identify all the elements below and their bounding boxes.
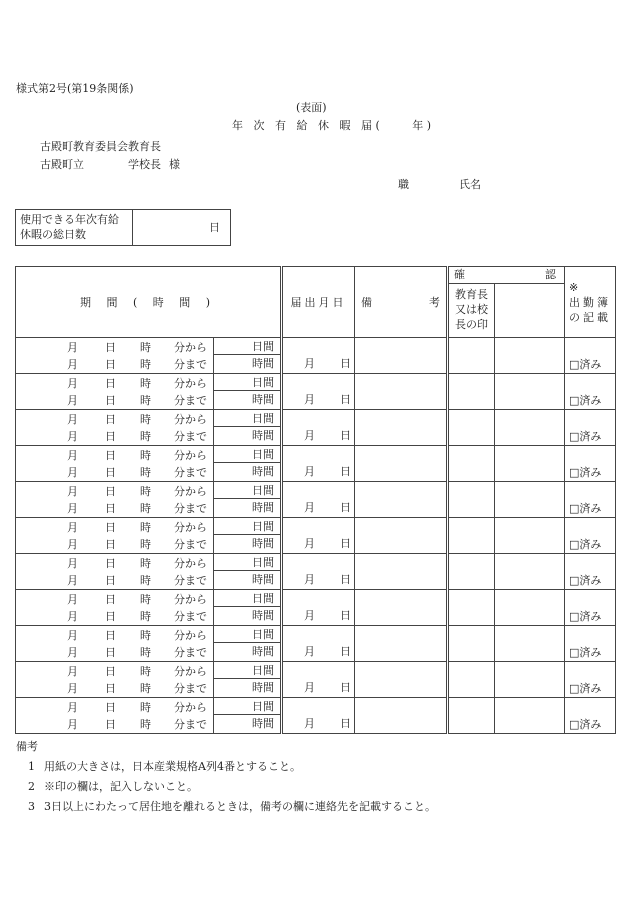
period-to: 月 日 時 分まで — [67, 682, 207, 695]
remarks-cell[interactable] — [355, 590, 448, 626]
remarks-cell[interactable] — [355, 374, 448, 410]
days-unit: 日間 — [214, 626, 280, 643]
confirm-blank-cell[interactable] — [495, 446, 565, 482]
attendance-checkbox[interactable]: □済み — [569, 466, 602, 479]
remarks-cell[interactable] — [355, 338, 448, 374]
stamp-cell[interactable] — [448, 338, 495, 374]
attendance-checkbox[interactable]: □済み — [569, 394, 602, 407]
duration-cell[interactable] — [214, 662, 282, 698]
attendance-checkbox[interactable]: □済み — [569, 610, 602, 623]
submit-date-cell[interactable]: 月 日 — [282, 446, 355, 482]
table-row — [16, 518, 616, 554]
leave-table — [15, 266, 616, 734]
period-cell[interactable] — [16, 410, 214, 446]
stamp-cell[interactable] — [448, 482, 495, 518]
form-number: 様式第2号(第19条関係) — [16, 82, 134, 95]
period-from: 月 日 時 分から — [67, 557, 207, 570]
submit-date-cell[interactable]: 月 日 — [282, 554, 355, 590]
days-unit: 日 — [209, 221, 220, 234]
hours-unit: 時間 — [252, 717, 275, 730]
period-cell[interactable] — [16, 698, 214, 734]
name-label: 氏名 — [459, 178, 481, 191]
days-unit: 日間 — [214, 518, 280, 535]
addressee-superintendent: 古殿町教育委員会教育長 — [40, 140, 161, 153]
period-to: 月 日 時 分まで — [67, 718, 207, 731]
remarks-cell[interactable] — [355, 446, 448, 482]
duration-cell[interactable] — [214, 446, 282, 482]
note-item: 3 3日以上にわたって居住地を離れるときは，備考の欄に連絡先を記載すること。 — [28, 800, 436, 813]
notes-title: 備考 — [16, 740, 38, 753]
period-to: 月 日 時 分まで — [67, 538, 207, 551]
attendance-cell[interactable] — [565, 446, 616, 482]
hours-unit: 時間 — [252, 645, 275, 658]
period-from: 月 日 時 分から — [67, 485, 207, 498]
hours-unit: 時間 — [252, 609, 275, 622]
header-stamp: 教育長又は校長の印 — [448, 284, 495, 338]
header-confirm-left: 確 — [454, 268, 466, 281]
period-to: 月 日 時 分まで — [67, 574, 207, 587]
note-item: 2 ※印の欄は，記入しないこと。 — [28, 780, 198, 793]
stamp-cell[interactable] — [448, 698, 495, 734]
remarks-cell[interactable] — [355, 482, 448, 518]
header-confirm — [448, 267, 565, 284]
honorific: 様 — [169, 158, 180, 171]
period-from: 月 日 時 分から — [67, 701, 207, 714]
duration-cell[interactable] — [214, 626, 282, 662]
period-from: 月 日 時 分から — [67, 593, 207, 606]
period-from: 月 日 時 分から — [67, 377, 207, 390]
confirm-blank-cell[interactable] — [495, 662, 565, 698]
days-unit: 日間 — [214, 410, 280, 427]
side-label: (表面) — [296, 101, 327, 114]
period-to: 月 日 時 分まで — [67, 610, 207, 623]
note-item: 1 用紙の大きさは，日本産業規格A列4番とすること。 — [28, 760, 301, 773]
confirm-blank-cell[interactable] — [495, 554, 565, 590]
submit-date-cell[interactable]: 月 日 — [282, 590, 355, 626]
attendance-cell[interactable] — [565, 338, 616, 374]
header-submit-date: 届出月日 — [282, 267, 355, 338]
remarks-cell[interactable] — [355, 518, 448, 554]
submit-date-cell[interactable]: 月 日 — [282, 338, 355, 374]
period-cell[interactable] — [16, 626, 214, 662]
table-row — [16, 626, 616, 662]
attendance-cell[interactable] — [565, 662, 616, 698]
period-cell[interactable] — [16, 554, 214, 590]
asterisk-mark: ※ — [569, 280, 579, 294]
header-remarks — [355, 267, 448, 338]
submit-date-cell[interactable]: 月 日 — [282, 626, 355, 662]
remarks-cell[interactable] — [355, 698, 448, 734]
stamp-cell[interactable] — [448, 374, 495, 410]
duration-cell[interactable] — [214, 374, 282, 410]
hours-unit: 時間 — [252, 429, 275, 442]
hours-unit: 時間 — [252, 357, 275, 370]
attendance-cell[interactable] — [565, 518, 616, 554]
available-days-field[interactable] — [133, 210, 230, 245]
remarks-cell[interactable] — [355, 626, 448, 662]
attendance-cell[interactable] — [565, 626, 616, 662]
period-to: 月 日 時 分まで — [67, 646, 207, 659]
stamp-cell[interactable] — [448, 410, 495, 446]
stamp-cell[interactable] — [448, 446, 495, 482]
table-row — [16, 554, 616, 590]
stamp-cell[interactable] — [448, 662, 495, 698]
attendance-checkbox[interactable]: □済み — [569, 430, 602, 443]
hours-unit: 時間 — [252, 537, 275, 550]
position-label: 職 — [398, 178, 409, 191]
stamp-cell[interactable] — [448, 518, 495, 554]
period-cell[interactable] — [16, 374, 214, 410]
days-unit: 日間 — [214, 482, 280, 499]
period-to: 月 日 時 分まで — [67, 502, 207, 515]
period-from: 月 日 時 分から — [67, 341, 207, 354]
days-unit: 日間 — [214, 446, 280, 463]
period-cell[interactable] — [16, 518, 214, 554]
attendance-checkbox[interactable]: □済み — [569, 718, 602, 731]
hours-unit: 時間 — [252, 573, 275, 586]
attendance-cell[interactable] — [565, 698, 616, 734]
submit-date-cell[interactable]: 月 日 — [282, 374, 355, 410]
attendance-checkbox[interactable]: □済み — [569, 538, 602, 551]
days-unit: 日間 — [214, 590, 280, 607]
header-attendance — [565, 267, 616, 338]
days-unit: 日間 — [214, 554, 280, 571]
submit-date-cell[interactable]: 月 日 — [282, 698, 355, 734]
submit-date-cell[interactable]: 月 日 — [282, 518, 355, 554]
confirm-blank-cell[interactable] — [495, 338, 565, 374]
header-attendance-label: 出勤簿の記載 — [569, 295, 612, 324]
period-to: 月 日 時 分まで — [67, 466, 207, 479]
attendance-cell[interactable] — [565, 410, 616, 446]
available-days-box — [15, 209, 231, 246]
submit-date-cell[interactable]: 月 日 — [282, 410, 355, 446]
stamp-cell[interactable] — [448, 590, 495, 626]
confirm-blank-cell[interactable] — [495, 590, 565, 626]
period-cell[interactable] — [16, 590, 214, 626]
duration-cell[interactable] — [214, 482, 282, 518]
available-days-label: 使用できる年次有給休暇の総日数 — [16, 210, 133, 245]
attendance-cell[interactable] — [565, 482, 616, 518]
period-cell[interactable] — [16, 446, 214, 482]
remarks-cell[interactable] — [355, 554, 448, 590]
period-from: 月 日 時 分から — [67, 665, 207, 678]
duration-cell[interactable] — [214, 410, 282, 446]
period-from: 月 日 時 分から — [67, 413, 207, 426]
hours-unit: 時間 — [252, 393, 275, 406]
duration-cell[interactable] — [214, 698, 282, 734]
days-unit: 日間 — [214, 662, 280, 679]
attendance-checkbox[interactable]: □済み — [569, 574, 602, 587]
confirm-blank-cell[interactable] — [495, 518, 565, 554]
duration-cell[interactable] — [214, 518, 282, 554]
period-to: 月 日 時 分まで — [67, 430, 207, 443]
table-row — [16, 374, 616, 410]
table-row — [16, 482, 616, 518]
period-to: 月 日 時 分まで — [67, 358, 207, 371]
duration-cell[interactable] — [214, 554, 282, 590]
days-unit: 日間 — [214, 338, 280, 355]
header-remarks-left: 備 — [361, 296, 373, 309]
confirm-blank-cell[interactable] — [495, 626, 565, 662]
period-to: 月 日 時 分まで — [67, 394, 207, 407]
attendance-checkbox[interactable]: □済み — [569, 682, 602, 695]
header-remarks-right: 考 — [429, 296, 441, 309]
period-cell[interactable] — [16, 338, 214, 374]
table-row — [16, 662, 616, 698]
attendance-cell[interactable] — [565, 590, 616, 626]
table-row — [16, 698, 616, 734]
confirm-blank-cell[interactable] — [495, 482, 565, 518]
table-row — [16, 338, 616, 374]
school-prefix: 古殿町立 — [40, 158, 84, 171]
attendance-checkbox[interactable]: □済み — [569, 646, 602, 659]
confirm-blank-cell[interactable] — [495, 410, 565, 446]
stamp-cell[interactable] — [448, 626, 495, 662]
principal-title: 学校長 — [128, 158, 161, 171]
period-cell[interactable] — [16, 482, 214, 518]
notes-section — [16, 737, 436, 817]
table-row — [16, 446, 616, 482]
confirm-blank-cell[interactable] — [495, 374, 565, 410]
header-confirm-right: 認 — [545, 268, 557, 281]
attendance-cell[interactable] — [565, 554, 616, 590]
hours-unit: 時間 — [252, 501, 275, 514]
stamp-cell[interactable] — [448, 554, 495, 590]
attendance-checkbox[interactable]: □済み — [569, 358, 602, 371]
period-from: 月 日 時 分から — [67, 629, 207, 642]
header-period: 期 間 ( 時 間 ) — [16, 267, 282, 338]
hours-unit: 時間 — [252, 465, 275, 478]
attendance-checkbox[interactable]: □済み — [569, 502, 602, 515]
header-stamp-blank — [495, 284, 565, 338]
submit-date-cell[interactable]: 月 日 — [282, 482, 355, 518]
duration-cell[interactable] — [214, 338, 282, 374]
addressee-principal — [40, 156, 180, 172]
days-unit: 日間 — [214, 698, 280, 715]
remarks-cell[interactable] — [355, 410, 448, 446]
table-row — [16, 590, 616, 626]
days-unit: 日間 — [214, 374, 280, 391]
period-cell[interactable] — [16, 662, 214, 698]
submit-date-cell[interactable]: 月 日 — [282, 662, 355, 698]
remarks-cell[interactable] — [355, 662, 448, 698]
period-from: 月 日 時 分から — [67, 449, 207, 462]
attendance-cell[interactable] — [565, 374, 616, 410]
table-row — [16, 410, 616, 446]
period-from: 月 日 時 分から — [67, 521, 207, 534]
document-title: 年 次 有 給 休 暇 届( 年) — [232, 119, 435, 132]
duration-cell[interactable] — [214, 590, 282, 626]
hours-unit: 時間 — [252, 681, 275, 694]
confirm-blank-cell[interactable] — [495, 698, 565, 734]
